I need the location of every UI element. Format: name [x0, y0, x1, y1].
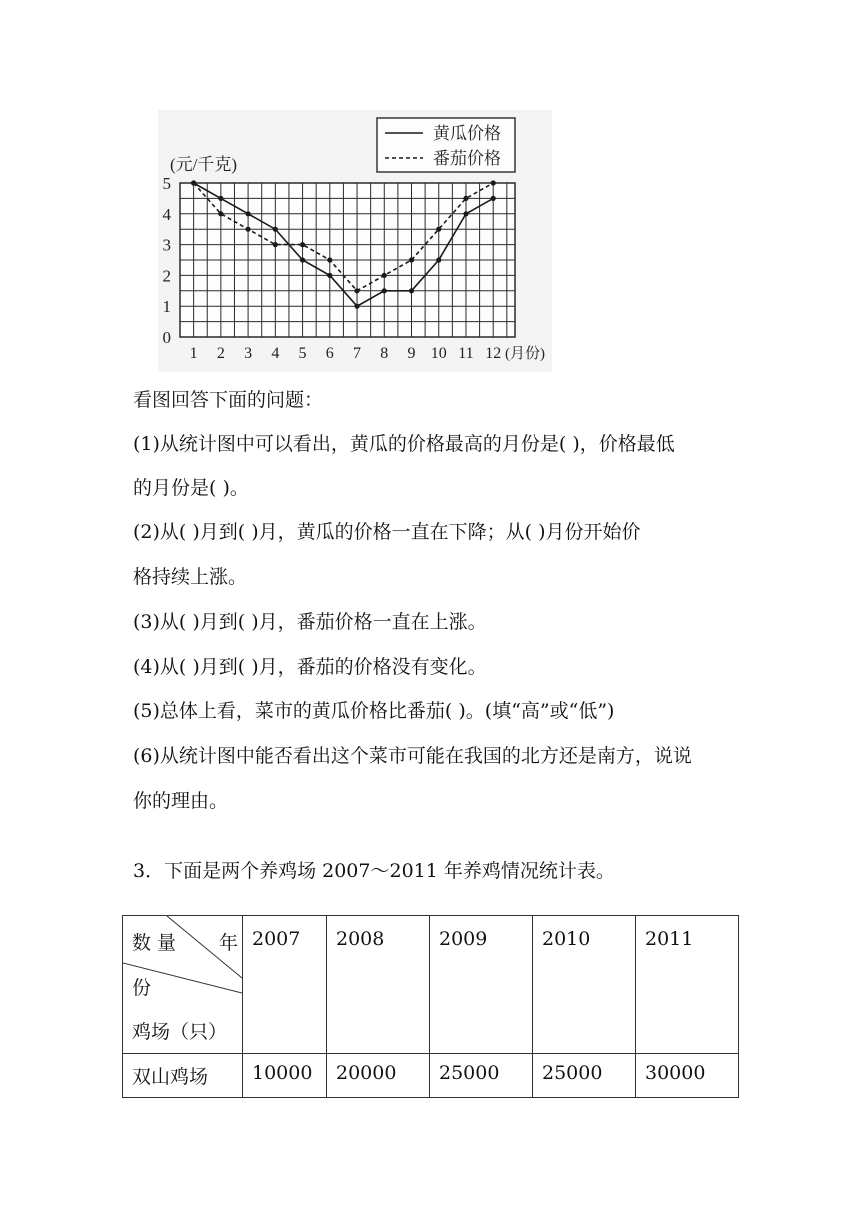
year-cell: 2007 [243, 916, 327, 1054]
x-tick-label: 3 [244, 345, 253, 362]
y-tick-label: 3 [162, 235, 171, 255]
data-point [409, 257, 414, 262]
price-line-chart [158, 110, 552, 372]
data-point [273, 227, 278, 232]
table-header-diagonal-cell [123, 916, 243, 1054]
x-axis-unit: (月份) [505, 346, 545, 362]
x-tick-label: 1 [189, 345, 198, 362]
header-year-label: 年 [219, 932, 239, 954]
data-point [273, 242, 278, 247]
question-1-line-1: (1)从统计图中可以看出，黄瓜的价格最高的月份是( )，价格最低 [133, 433, 675, 455]
data-point [218, 211, 223, 216]
x-tick-label: 10 [430, 345, 447, 362]
data-point [382, 273, 387, 278]
farm-name-cell: 双山鸡场 [123, 1054, 243, 1098]
y-tick-label: 2 [162, 266, 171, 286]
question-6-line-2: 你的理由。 [133, 790, 229, 812]
x-tick-label: 7 [353, 345, 362, 362]
x-tick-label: 12 [485, 345, 502, 362]
data-point [409, 288, 414, 293]
data-point [327, 257, 332, 262]
data-point [436, 257, 441, 262]
data-point [382, 288, 387, 293]
data-point [463, 196, 468, 201]
data-point [245, 227, 250, 232]
data-point [300, 242, 305, 247]
year-cell: 2009 [430, 916, 533, 1054]
legend-label-2: 番茄价格 [433, 149, 501, 168]
y-axis-unit: (元/千克) [170, 155, 238, 174]
question-6-line-1: (6)从统计图中能否看出这个菜市可能在我国的北方还是南方，说说 [133, 745, 692, 767]
year-cell: 2010 [533, 916, 636, 1054]
data-point [354, 304, 359, 309]
question-2-line-1: (2)从( )月到( )月，黄瓜的价格一直在下降；从( )月份开始价 [133, 521, 641, 543]
table-row [123, 1054, 739, 1098]
y-tick-label: 1 [162, 297, 171, 317]
x-tick-label: 2 [216, 345, 225, 362]
legend-label-1: 黄瓜价格 [433, 124, 501, 143]
y-tick-label: 5 [162, 174, 171, 193]
data-point [463, 211, 468, 216]
table-header-row [123, 916, 739, 1054]
question-4: (4)从( )月到( )月，番茄的价格没有变化。 [133, 656, 487, 678]
data-point [191, 180, 196, 185]
year-cell: 2011 [636, 916, 739, 1054]
year-cell: 2008 [327, 916, 430, 1054]
question-3: (3)从( )月到( )月，番茄价格一直在上涨。 [133, 611, 487, 633]
value-cell: 25000 [430, 1054, 533, 1098]
data-point [300, 257, 305, 262]
data-point [245, 211, 250, 216]
x-tick-label: 11 [458, 345, 474, 362]
header-fen-label: 份 [132, 977, 152, 999]
header-farm-label: 鸡场（只） [132, 1021, 228, 1043]
value-cell: 10000 [243, 1054, 327, 1098]
section-3-title: 3．下面是两个养鸡场 2007～2011 年养鸡情况统计表。 [133, 860, 615, 882]
data-point [354, 288, 359, 293]
data-point [327, 273, 332, 278]
data-point [491, 180, 496, 185]
y-tick-label: 4 [162, 204, 171, 224]
chart-svg [158, 110, 552, 372]
x-tick-label: 8 [380, 345, 389, 362]
question-2-line-2: 格持续上涨。 [133, 566, 248, 588]
chicken-farm-table [122, 915, 739, 1098]
questions-intro: 看图回答下面的问题： [133, 389, 324, 411]
value-cell: 20000 [327, 1054, 430, 1098]
value-cell: 25000 [533, 1054, 636, 1098]
x-tick-label: 5 [298, 345, 307, 362]
x-tick-label: 4 [271, 345, 280, 362]
x-tick-label: 9 [407, 345, 416, 362]
data-point [218, 196, 223, 201]
value-cell: 30000 [636, 1054, 739, 1098]
data-point [491, 196, 496, 201]
header-quantity-label: 数 量 [132, 932, 177, 954]
y-tick-label: 0 [162, 328, 171, 347]
x-tick-label: 6 [325, 345, 334, 362]
data-point [436, 227, 441, 232]
question-5: (5)总体上看，菜市的黄瓜价格比番茄( )。(填“高”或“低”) [133, 700, 615, 722]
question-1-line-2: 的月份是( )。 [133, 477, 249, 499]
